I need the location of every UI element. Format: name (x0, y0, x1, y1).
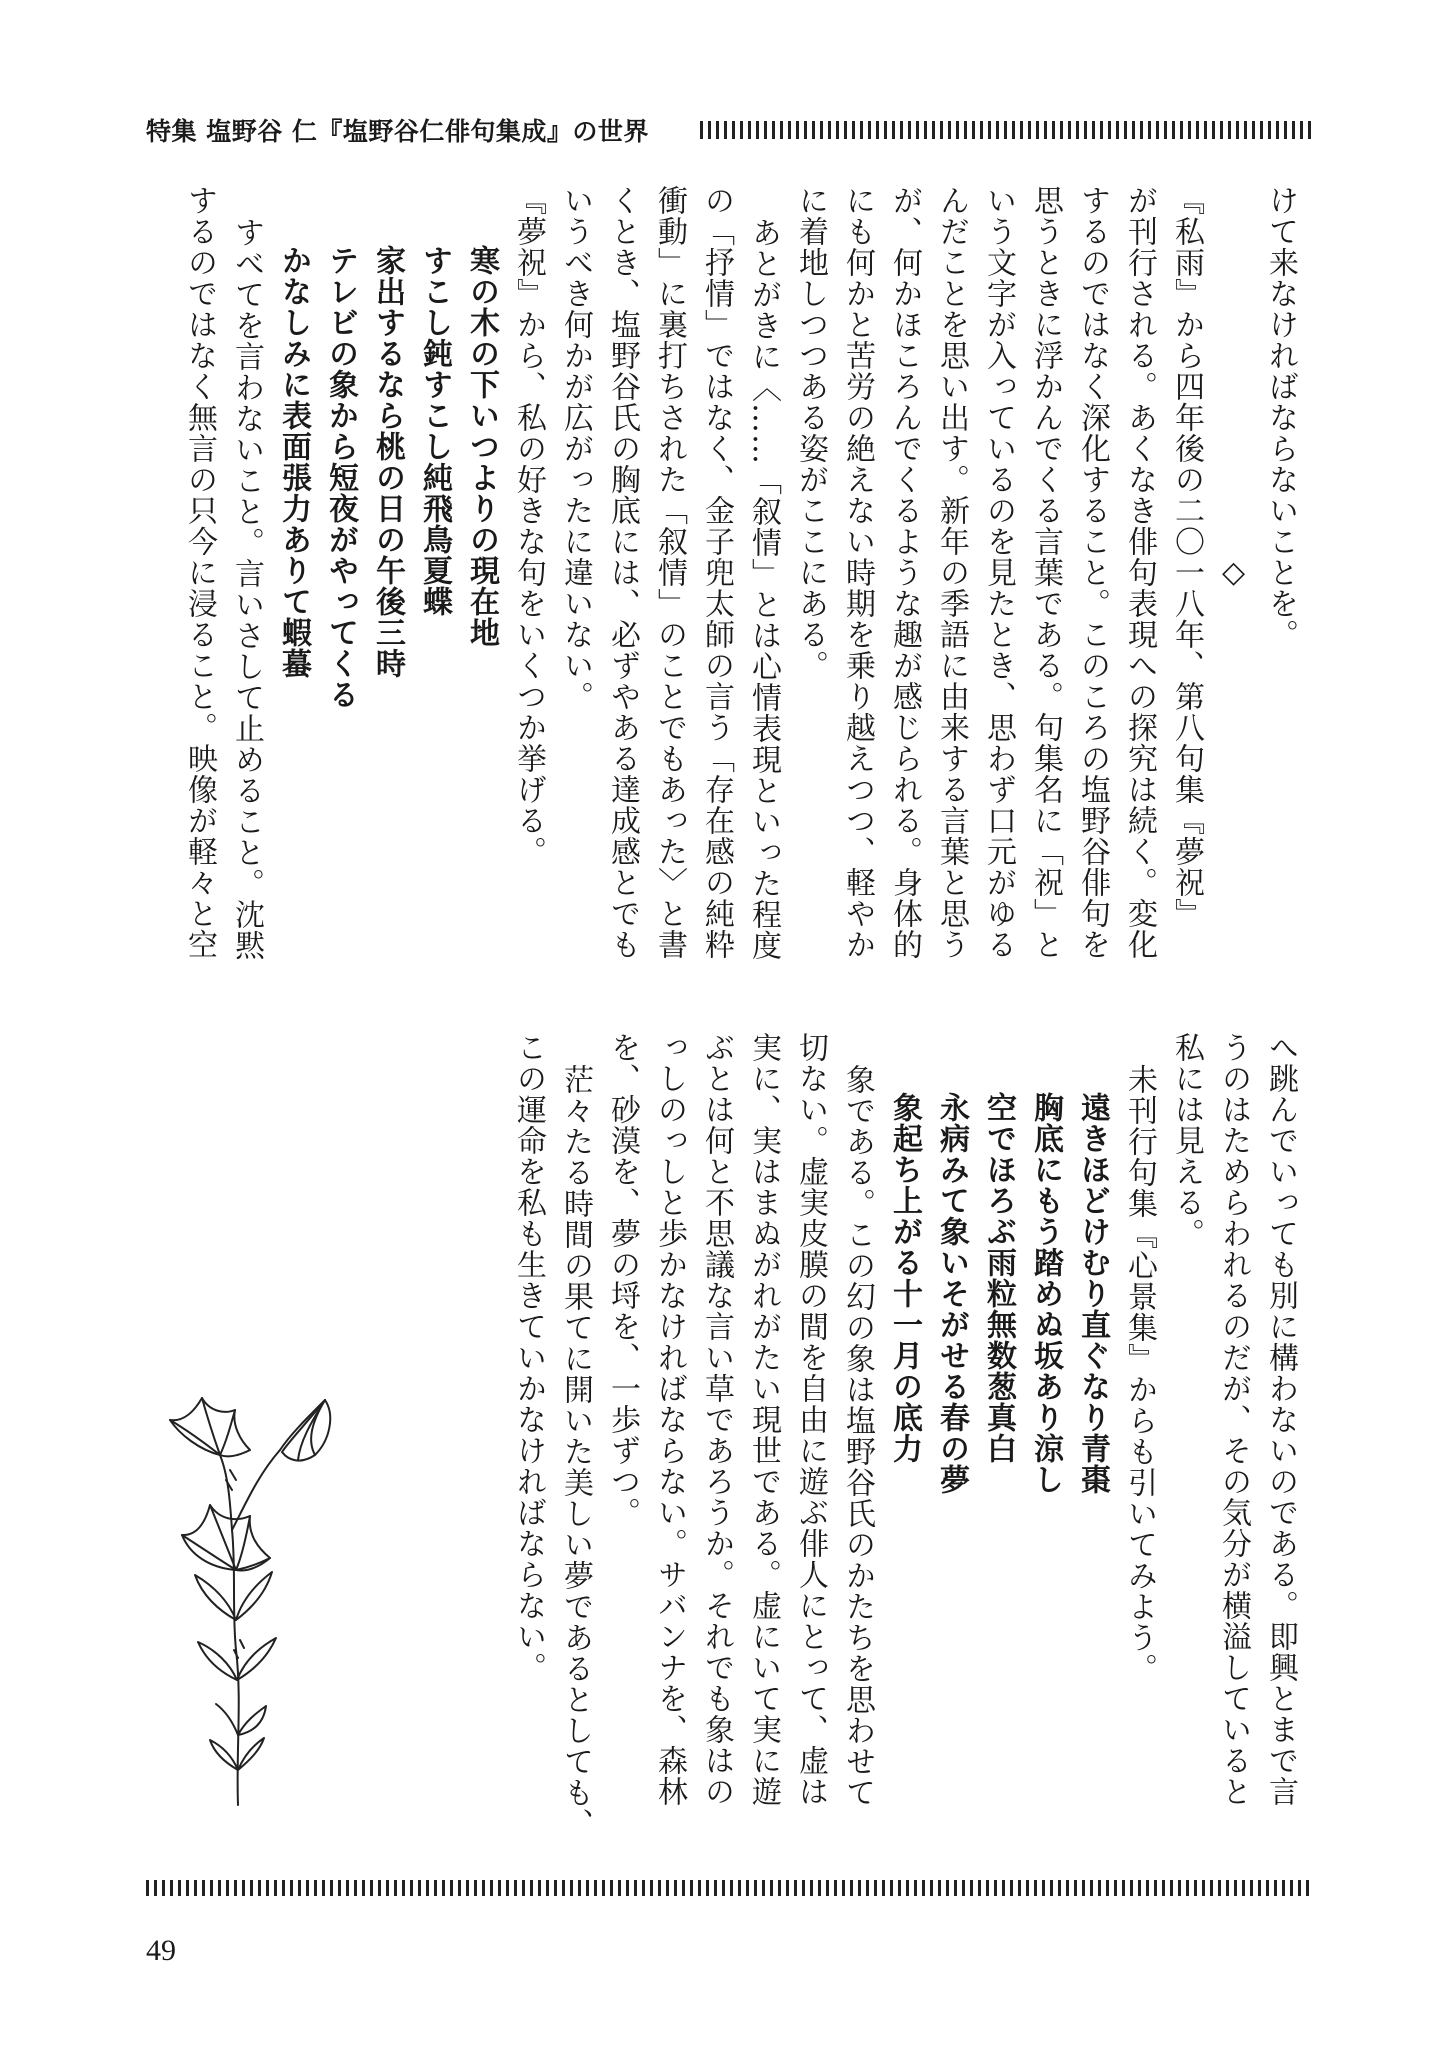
text-line: の「抒情」ではなく、金子兜太師の言う「存在感の純粋 (699, 185, 734, 960)
text-line: あとがきに〈……「叙情」とは心情表現といった程度 (746, 217, 781, 961)
text-line: っしのっしと歩かなければならない。サバンナを、森林 (652, 1032, 687, 1807)
text-line: ぶとは何と不思議な言い草であろうか。それでも象はの (699, 1032, 734, 1807)
haiku-line: かなしみに表面張力ありて蝦蟇 (276, 245, 311, 679)
running-header (146, 113, 649, 147)
top-text-column (124, 185, 1304, 985)
haiku-line: 家出するなら桃の日の午後三時 (370, 245, 405, 679)
header-title: 特集 塩野谷 仁『塩野谷仁俳句集成』の世界 (146, 117, 649, 146)
text-line: 未刊行句集『心景集』からも引いてみよう。 (1122, 1064, 1157, 1684)
text-line: に着地しつつある姿がここにある。 (793, 185, 828, 681)
text-line: んだことを思い出す。新年の季語に由来する言葉と思う (934, 185, 969, 960)
text-line: すべてを言わないこと。言いさして止めること。沈黙 (229, 217, 264, 961)
text-line: にも何かと苦労の絶えない時期を乗り越えつつ、軽やか (840, 185, 875, 960)
text-line: 思うときに浮かんでくる言葉である。句集名に「祝」と (1028, 185, 1063, 960)
haiku-line: 胸底にもう踏めぬ坂あり涼し (1028, 1092, 1063, 1495)
bellflower-illustration (140, 1380, 340, 1810)
text-line: 実に、実はまぬがれがたい現世である。虚にいて実に遊 (746, 1032, 781, 1807)
text-line: いう文字が入っているのを見たとき、思わず口元がゆる (981, 185, 1016, 960)
text-line: が、何かほころんでくるような趣が感じられる。身体的 (887, 185, 922, 960)
haiku-line: 遠きほどけむり直ぐなり青棗 (1075, 1092, 1110, 1495)
text-line: 衝動」に裏打ちされた「叙情」のことでもあった〉と書 (652, 185, 687, 960)
text-line: くとき、塩野谷氏の胸底には、必ずやある達成感とでも (605, 185, 640, 960)
haiku-line: 寒の木の下いつよりの現在地 (464, 245, 499, 648)
text-line: この運命を私も生きていかなければならない。 (511, 1032, 546, 1683)
text-line: するのではなく深化すること。このころの塩野谷俳句を (1075, 185, 1110, 960)
text-line: けて来なければならないことを。 (1263, 185, 1298, 650)
haiku-line: 象起ち上がる十一月の底力 (887, 1092, 922, 1464)
bottom-text-column (511, 1032, 1304, 1852)
text-line: 『私雨』から四年後の二〇一八年、第八句集『夢祝』 (1169, 185, 1204, 929)
text-line: するのではなく無言の只今に浸ること。映像が軽々と空 (182, 185, 217, 960)
text-line: へ跳んでいっても別に構わないのである。即興とまで言 (1263, 1032, 1298, 1807)
section-diamond: ◇ (1216, 555, 1251, 591)
header-rule (700, 121, 1312, 139)
text-line: 切ない。虚実皮膜の間を自由に遊ぶ俳人にとって、虚は (793, 1032, 828, 1807)
haiku-line: 永病みて象いそがせる春の夢 (934, 1092, 969, 1495)
haiku-line: 空でほろぶ雨粒無数葱真白 (981, 1092, 1016, 1464)
text-line: 茫々たる時間の果てに開いた美しい夢であるとしても、 (558, 1064, 593, 1839)
text-line: を、砂漠を、夢の埒を、一歩ずつ。 (605, 1032, 640, 1528)
haiku-line: すこし鈍すこし純飛鳥夏蝶 (417, 245, 452, 617)
text-line: 象である。この幻の象は塩野谷氏のかたちを思わせて (840, 1064, 875, 1808)
text-line: いうべき何かが広がったに違いない。 (558, 185, 593, 712)
haiku-line: テレビの象から短夜がやってくる (323, 245, 358, 710)
text-line: が刊行される。あくなき俳句表現への探究は続く。変化 (1122, 185, 1157, 960)
text-line: うのはためらわれるのだが、その気分が横溢していると (1216, 1032, 1251, 1807)
footer-rule (146, 1880, 1312, 1896)
text-line: 『夢祝』から、私の好きな句をいくつか挙げる。 (511, 185, 546, 867)
text-line: 私には見える。 (1169, 1032, 1204, 1249)
page-number: 49 (146, 1934, 176, 1967)
